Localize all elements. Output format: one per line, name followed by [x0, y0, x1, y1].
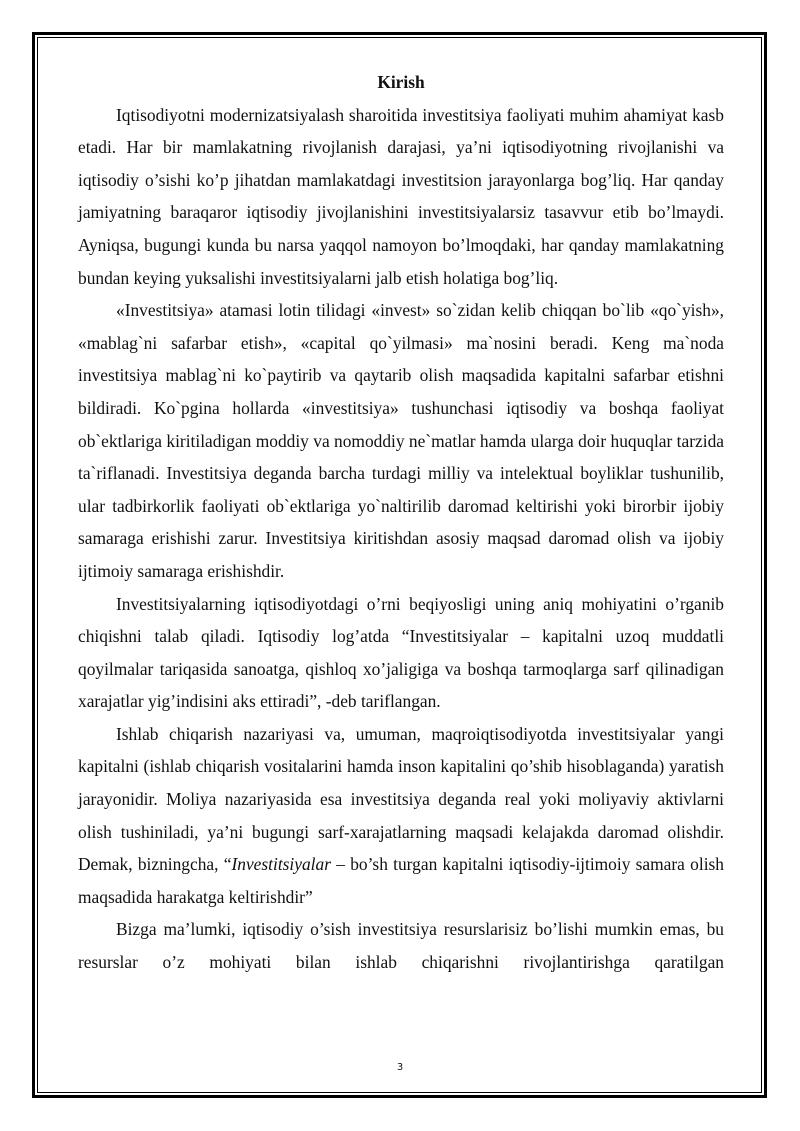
paragraph-production-theory-text: Ishlab chiqarish nazariyasi va, umuman, maqroiqtisodiyotda investitsiyalar yangi kapitalni (ishlab chiqarish vositalarini hamda inson kapitalini qo’shib hisoblaganda) yaratish jarayonidir. Moliya nazariyasida esa investitsiya deganda real yoki moliyaviy aktivlarni olish tushiniladi, ya’ni bugungi sarf-xarajatlarning maqsadi kelajakda daromad olishdir. Demak, bizningcha, “ — [78, 723, 724, 875]
document-body — [78, 66, 724, 979]
paragraph-intro: Iqtisodiyotni modernizatsiyalash sharoitida investitsiya faoliyati muhim ahamiyat kasb etadi. Har bir mamlakatning rivojlanish darajasi, ya’ni iqtisodiyotning rivojlanishi va iqtisodiy o’sishi ko’p jihatdan mamlakatdagi investitsion jarayonlarga bog’liq. Har qanday jamiyatning baraqaror iqtisodiy jivojlanishini investitsiyalarsiz tasavvur etib bo’lmaydi. Ayniqsa, bugungi kunda bu narsa yaqqol namoyon bo’lmoqdaki, har qanday mamlakatning bundan keying yuksalishi investitsiyalarni jalb etish holatiga bog’liq. — [78, 104, 724, 288]
page-number: 3 — [396, 1062, 404, 1073]
document-title: Kirish — [377, 72, 425, 92]
paragraph-growth-resources: Bizga ma’lumki, iqtisodiy o’sish investitsiya resurslarisiz bo’lishi mumkin emas, bu resurslar o’z mohiyati bilan ishlab chiqarishni rivojlantirishga qaratilgan — [78, 919, 724, 973]
italic-term-investitsiyalar: Investitsiyalar — [231, 854, 331, 875]
paragraph-production-theory-end: – bo’sh turgan kapitalni iqtisodiy-ijtimoiy samara olish maqsadida harakatga keltirishdir” — [78, 854, 724, 907]
paragraph-investitsiya-definition: «Investitsiya» atamasi lotin tilidagi «invest» so`zidan kelib chiqqan bo`lib «qo`yish», «mablag`ni safarbar etish», «capital qo`yilmasi» ma`nosini beradi. Keng ma`noda investitsiya mablag`ni ko`paytirib va qaytarib olish maqsadida kapitalni safarbar etishni bildiradi. Ko`pgina hollarda «investitsiya» tushunchasi iqtisodiy va boshqa faoliyat ob`ektlariga kiritiladigan moddiy va nomoddiy ne`matlar hamda ularga doir huquqlar tarzida ta`riflanadi. Investitsiya deganda barcha turdagi milliy va intelektual boyliklar tushunilib, ular tadbirkorlik faoliyati ob`ektlariga yo`naltirilib daromad keltirishi yoki birorbir ijobiy samaraga erishishi zarur. Investitsiya kiritishdan asosiy maqsad daromad olish va ijobiy ijtimoiy samaraga erishishdir. — [78, 300, 724, 581]
paragraph-production-theory — [78, 718, 724, 914]
paragraph-economic-dictionary: Investitsiyalarning iqtisodiyotdagi o’rni beqiyosligi uning aniq mohiyatini o’rganib chiqishni talab qiladi. Iqtisodiy log’atda “Investitsiyalar – kapitalni uzoq muddatli qoyilmalar tariqasida sanoatga, qishloq xo’jaligiga va boshqa tarmoqlarga sarf qilinadigan xarajatlar yig’indisini aks ettiradi”, -deb tariflangan. — [78, 593, 724, 712]
